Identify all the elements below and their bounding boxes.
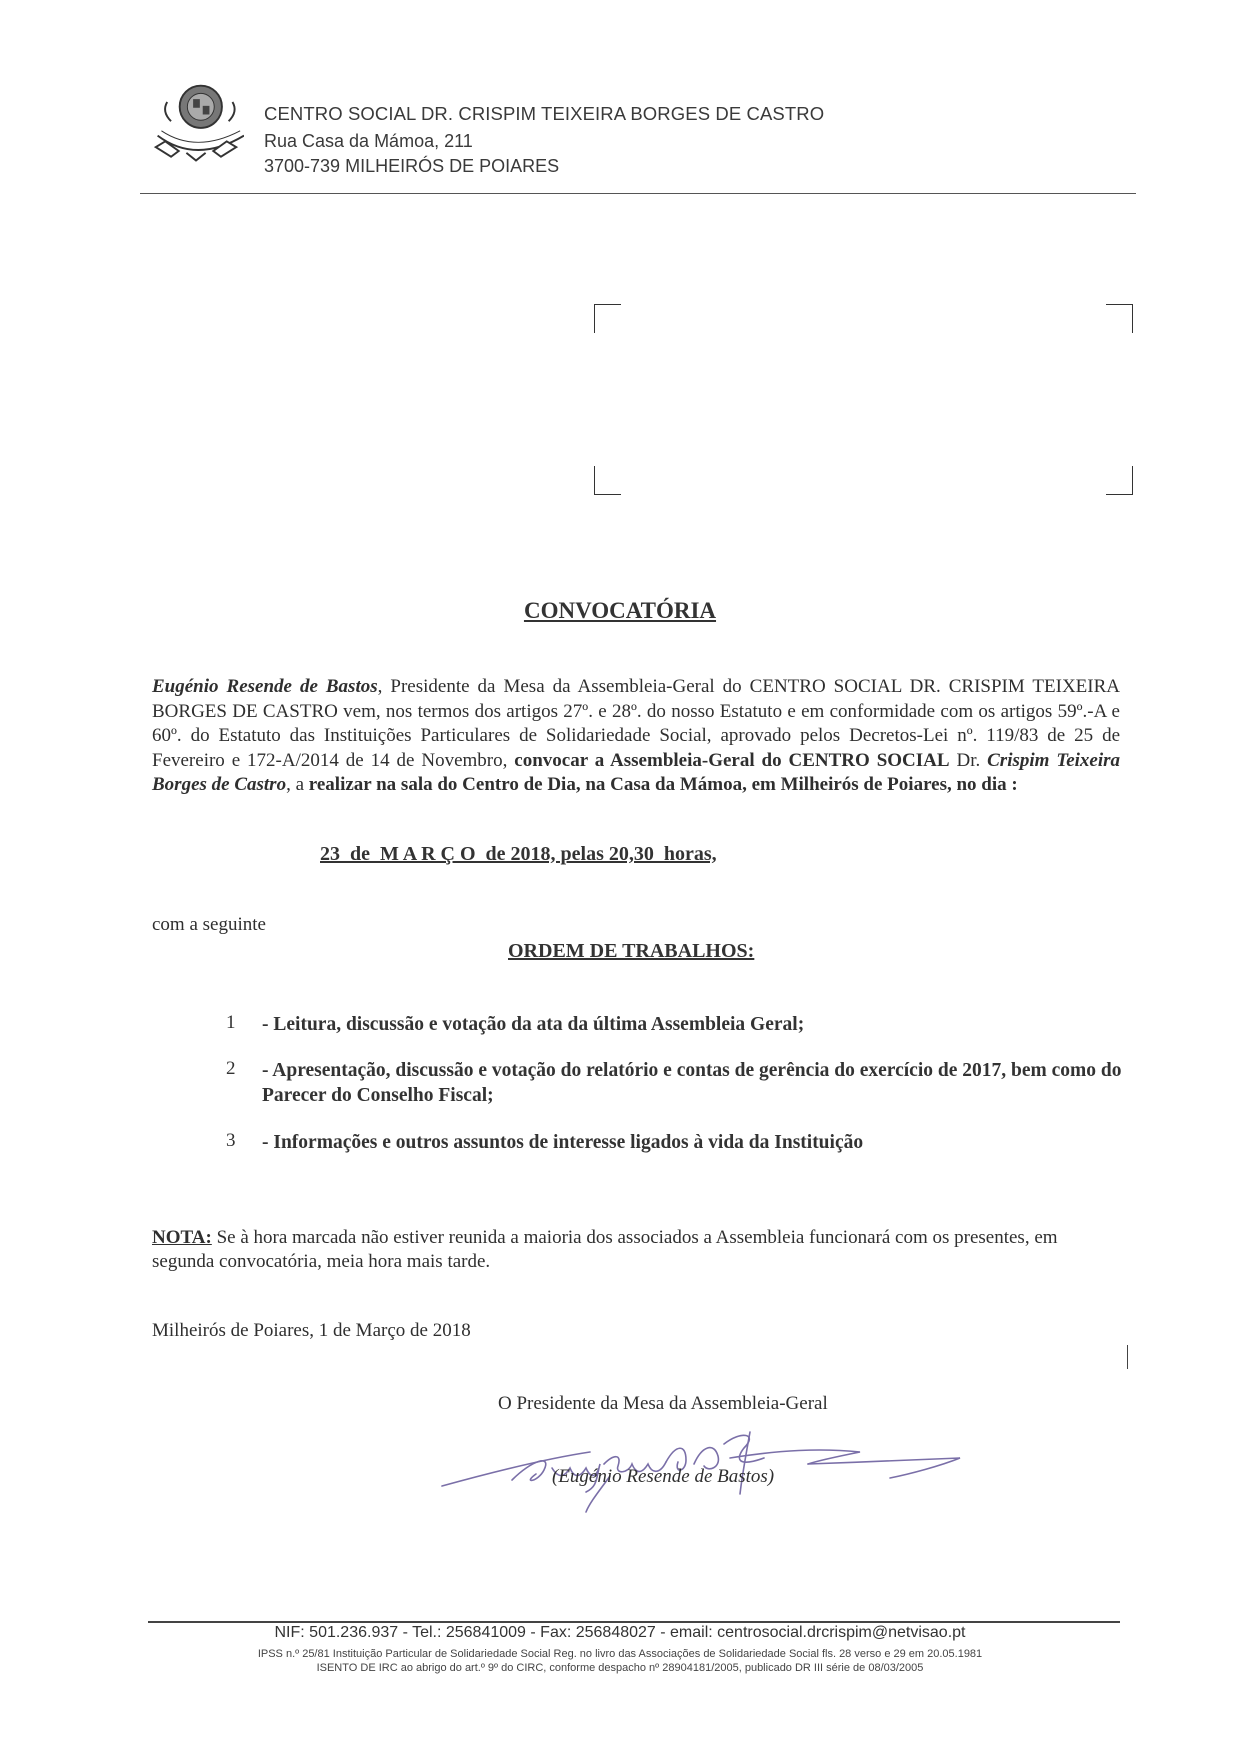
agenda-item-text: - Apresentação, discussão e votação do relatório e contas de gerência do exercício de 2017, bem como do Parecer do Conselho Fiscal; (262, 1060, 1122, 1106)
header-divider (140, 193, 1136, 194)
note-paragraph (152, 1226, 1122, 1274)
margin-mark (1127, 1345, 1128, 1369)
agenda-heading: ORDEM DE TRABALHOS: (508, 940, 755, 962)
organization-logo (148, 78, 244, 174)
agenda-item-text: - Leitura, discussão e votação da ata da última Assembleia Geral; (262, 1014, 805, 1035)
document-title: CONVOCATÓRIA (523, 598, 717, 623)
handwritten-signature (440, 1404, 1000, 1514)
footer-contacts: NIF: 501.236.937 - Tel.: 256841009 - Fax: 256848027 - email: centrosocial.drcrispim@netvisao.pt (274, 1624, 966, 1641)
body-text-2: , a (286, 774, 309, 795)
signatory-name: (Eugénio Resende de Bastos) (552, 1466, 775, 1487)
meeting-location: realizar na sala do Centro de Dia, na Casa da Mámoa, em Milheirós de Poiares, no dia : (308, 774, 1018, 795)
meeting-date: 23 de M A R Ç O de 2018, pelas 20,30 horas, (320, 843, 717, 865)
body-text-1: , Presidente da Mesa da Assembleia-Geral do CENTRO SOCIAL DR. CRISPIM TEIXEIRA BORGES DE CASTRO vem, nos termos dos artigos 27º. e 28º. do nosso Estatuto e em conformidade com os artigos 59º.-A e 60º. do Estatuto das Instituições Particulares de Solidariedade Social, aprovado pelos Decretos-Lei nº. 119/83 de 25 de Fevereiro e 172-A/2014 de 14 de Novembro, (152, 676, 1121, 771)
note-text: Se à hora marcada não estiver reunida a maioria dos associados a Assembleia funcionará com os presentes, em segunda convocatória, meia hora mais tarde. (152, 1227, 1058, 1272)
com-seguinte-text: com a seguinte (152, 914, 266, 935)
footer-divider (148, 1621, 1120, 1623)
place-and-date: Milheirós de Poiares, 1 de Março de 2018 (152, 1320, 471, 1341)
address-window-corner-bottom-left (594, 466, 621, 495)
president-name: Eugénio Resende de Bastos (152, 676, 378, 697)
institution-name: Crispim Teixeira Borges de Castro (152, 749, 1121, 795)
organization-city: 3700-739 MILHEIRÓS DE POIARES (264, 156, 560, 176)
agenda-item-number: 3 (226, 1130, 236, 1151)
footer-registration: IPSS n.º 25/81 Instituição Particular de Solidariedade Social Reg. no livro das Associações de Solidariedade Social fls. 28 verso e 29 em 20.05.1981 (257, 1648, 983, 1660)
address-window-corner-top-right (1106, 304, 1133, 333)
organization-street: Rua Casa da Mámoa, 211 (264, 131, 473, 151)
organization-name: CENTRO SOCIAL DR. CRISPIM TEIXEIRA BORGES DE CASTRO (264, 103, 825, 124)
convocation-paragraph (152, 675, 1120, 798)
address-window-corner-bottom-right (1106, 466, 1133, 495)
footer-tax-exemption: ISENTO DE IRC ao abrigo do art.º 9º do CIRC, conforme despacho nº 28904181/2005, publicado DR III série de 08/03/2005 (316, 1662, 924, 1674)
note-label: NOTA: (152, 1227, 212, 1248)
signatory-role: O Presidente da Mesa da Assembleia-Geral (498, 1393, 828, 1414)
agenda-item-number: 2 (226, 1058, 236, 1079)
agenda-item-number: 1 (226, 1012, 236, 1033)
address-window-corner-top-left (594, 304, 621, 333)
agenda-item-text: - Informações e outros assuntos de interesse ligados à vida da Instituição (262, 1132, 864, 1153)
convocation-phrase: convocar a Assembleia-Geral do CENTRO SOCIAL (514, 749, 950, 771)
body-dr: Dr. (949, 749, 988, 771)
